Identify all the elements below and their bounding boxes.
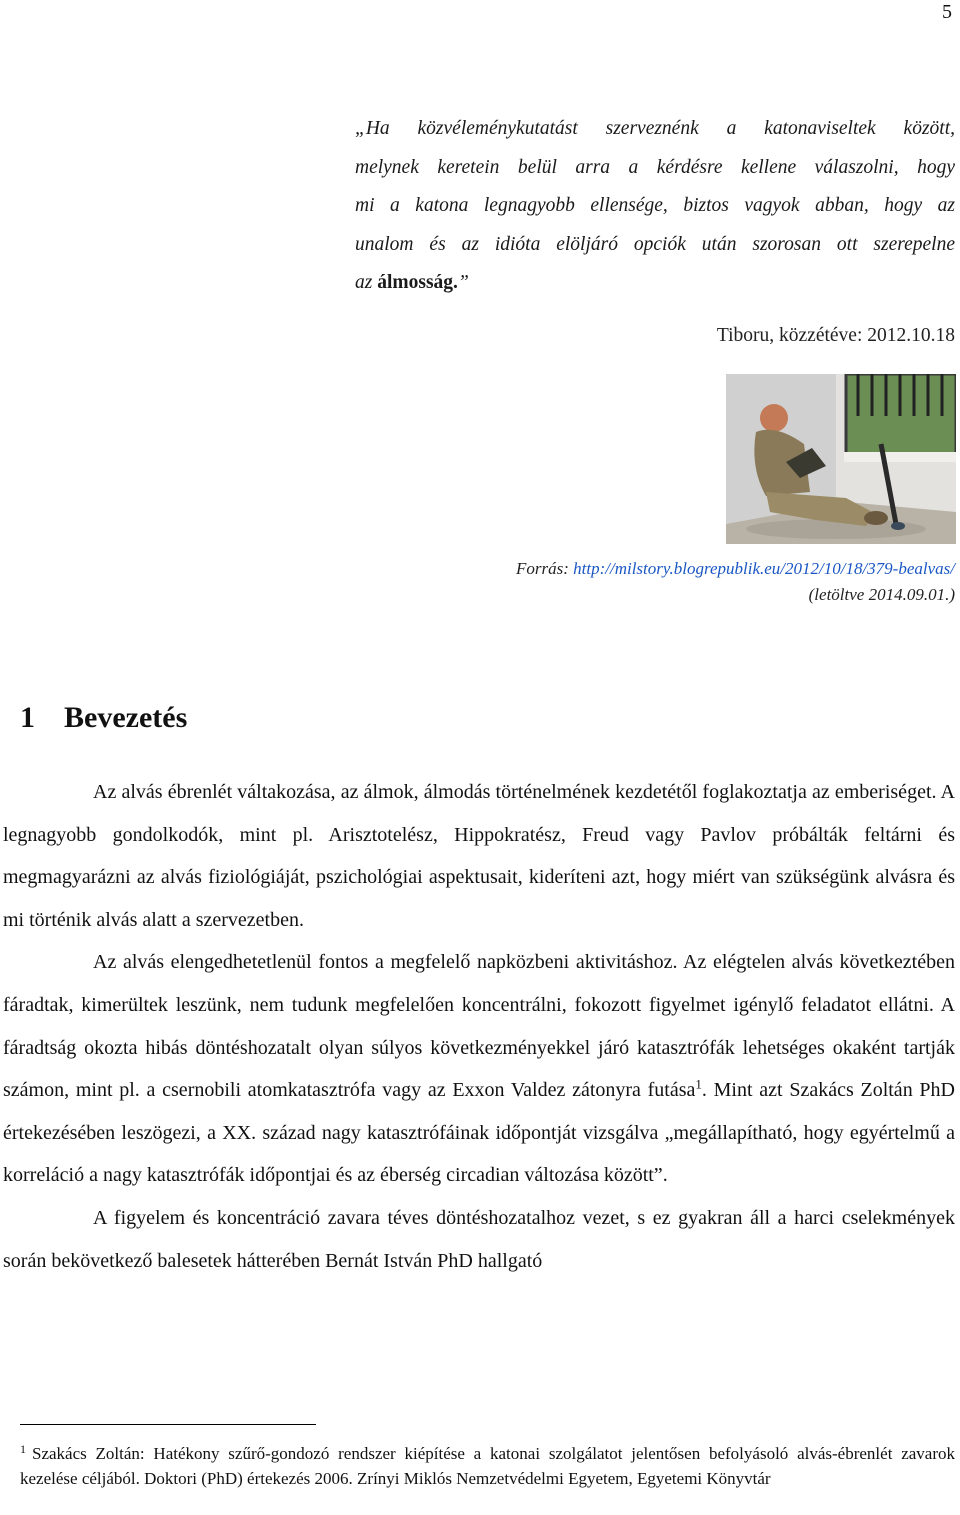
section-title: Bevezetés (64, 701, 188, 734)
quote-line: melynek keretein belül arra a kérdésre kellene válaszolni, hogy (355, 156, 955, 178)
paragraph: A figyelem és koncentráció zavara téves döntéshozatalhoz vezet, s ez gyakran áll a harci cselekmények során bekövetkező balesetek hátterében Bernát István PhD hallgató (3, 1206, 955, 1272)
sleeping-soldier-photo (726, 374, 956, 544)
quote-last-line (355, 264, 955, 303)
quote-bold-word: álmosság. (377, 272, 458, 294)
paragraph-text: . Mint azt Szakács Zoltán PhD értekezésében leszögezi, a XX. század nagy katasztrófáinak időpontját vizsgálva „megállapítható, hogy egyértelmű a korreláció a nagy katasztrófák időpontjai és az éberség circadian változása között”. (3, 1079, 955, 1187)
image-source-caption (516, 556, 955, 608)
footnote-number: 1 (20, 1442, 26, 1456)
quote-line: mi a katona legnagyobb ellensége, biztos vagyok abban, hogy az (355, 195, 955, 217)
quote-last-prefix: az (355, 272, 378, 294)
footnote-text: Szakács Zoltán: Hatékony szűrő-gondozó rendszer kiépítése a katonai szolgálatot jelentősen befolyásoló alvás-ébrenlét zavarok kezelése céljából. Doktori (PhD) értekezés 2006. Zrínyi Miklós Nemzetvédelmi Egyetem, Egyetemi Könyvtár (20, 1444, 955, 1488)
source-link[interactable]: http://milstory.blogrepublik.eu/2012/10/18/379-bealvas/ (573, 559, 955, 578)
quote-close-mark: ” (457, 272, 469, 294)
paragraph-text: Az alvás elengedhetetlenül fontos a megfelelő napközbeni aktivitáshoz. Az elégtelen alvás következtében fáradtak, kimerültek leszünk, nem tudunk megfelelően koncentrálni, fokozott figyelmet igénylő feladatot ellátni. A fáradtság okozta hibás döntéshozatalt olyan súlyos következményekkel járó katasztrófák lehetséges okaként tartják számon, mint pl. a csernobili atomkatasztrófa vagy az Exxon Valdez zátonyra futása (3, 951, 955, 1102)
footnote-divider (20, 1424, 316, 1425)
paragraph: Az alvás ébrenlét váltakozása, az álmok, álmodás történelmének kezdetétől foglakoztatja az emberiséget. A legnagyobb gondolkodók, mint pl. Arisztotelész, Hippokratész, Freud vagy Pavlov próbálták feltárni és megmagyarázni az alvás fiziológiáját, pszichológiai aspektusait, kideríteni azt, hogy miért van szükségünk alvásra és mi történik alvás alatt a szervezetben. (3, 781, 955, 931)
section-heading (20, 698, 187, 738)
quote-line: unalom és az idióta elöljáró opciók után szorosan ott szerepelne (355, 233, 955, 255)
section-number: 1 (20, 701, 35, 734)
page-number: 5 (942, 1, 952, 23)
epigraph-quote (355, 110, 955, 303)
quote-line: „Ha közvéleménykutatást szerveznénk a katonaviseltek között, (355, 118, 955, 139)
retrieved-date: (letöltve 2014.09.01.) (808, 585, 955, 604)
footnote-ref[interactable]: 1 (695, 1076, 702, 1092)
quote-author: Tiboru, közzétéve: 2012.10.18 (716, 325, 955, 346)
footnote (20, 1437, 955, 1491)
body-text (3, 771, 955, 1282)
source-prefix: Forrás: (516, 559, 574, 578)
paragraph (3, 941, 955, 1197)
